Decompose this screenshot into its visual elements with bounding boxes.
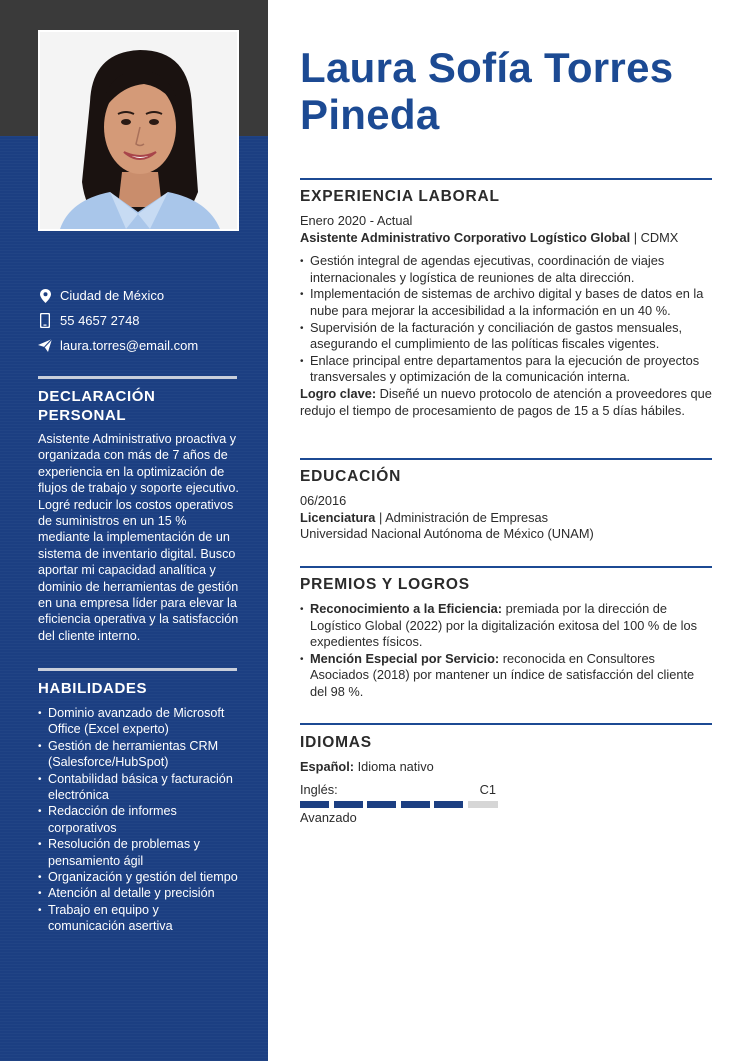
skill-item: • Organización y gestión del tiempo	[38, 869, 238, 885]
section-divider	[38, 376, 237, 379]
experience-bullet: • Enlace principal entre departamentos para la ejecución de proyectos transversales y optimización de la comunicación interna.	[300, 353, 712, 386]
level-segment-filled	[401, 801, 430, 808]
contact-info	[38, 283, 238, 358]
native-language	[300, 759, 712, 776]
personal-statement-text: Asistente Administrativo proactiva y organizada con más de 7 años de experiencia en la optimización de flujos de trabajo y soporte ejecutivo. Logré reducir los costos operativos de suministros en un 15 % mediante la implementación de un sistema de inventario digital. Busco aportar mi capacidad analítica y dominio de herramientas de gestión en una empresa líder para elevar la eficiencia operativa y la satisfacción del cliente interno.	[38, 432, 239, 643]
skill-item: • Redacción de informes corporativos	[38, 803, 238, 836]
second-language-level-text: Avanzado	[300, 810, 357, 825]
contact-phone	[38, 308, 238, 333]
second-language-level: C1	[479, 782, 496, 797]
contact-location	[38, 283, 238, 308]
second-language-label: Inglés:	[300, 782, 338, 797]
experience-role	[300, 230, 712, 247]
second-language	[300, 782, 496, 799]
native-language-value: Idioma nativo	[354, 759, 434, 774]
award-item	[300, 651, 712, 701]
section-divider	[300, 178, 712, 180]
send-icon	[38, 338, 52, 354]
education-degree-line	[300, 510, 712, 527]
skill-item: • Contabilidad básica y facturación electrónica	[38, 771, 238, 804]
education-school: Universidad Nacional Autónoma de México (UNAM)	[300, 526, 594, 542]
skills-list	[38, 705, 238, 935]
level-segment-filled	[434, 801, 463, 808]
experience-heading: EXPERIENCIA LABORAL	[300, 188, 500, 205]
skill-item: • Trabajo en equipo y comunicación asertiva	[38, 902, 238, 935]
education-degree: Licenciatura	[300, 509, 376, 525]
phone-text: 55 4657 2748	[60, 313, 140, 328]
experience-block	[300, 213, 712, 419]
skills-heading: HABILIDADES	[38, 680, 148, 697]
level-segment-filled	[300, 801, 329, 808]
contact-email	[38, 333, 238, 358]
award-text: premiada por la dirección de Logístico Global (2022) por la digitalización exitosa del 100 % de los expedientes físicos.	[310, 601, 697, 650]
education-date: 06/2016	[300, 493, 347, 508]
award-text: reconocida en Consultores Asociados (2018) por mantener un índice de satisfacción del cliente del 98 %.	[310, 650, 695, 699]
level-segment-filled	[367, 801, 396, 808]
section-divider	[38, 668, 237, 671]
key-achievement-label: Logro clave:	[300, 385, 377, 401]
experience-bullet: • Gestión integral de agendas ejecutivas, coordinación de viajes internacionales y logística de reuniones de alta dirección.	[300, 253, 712, 286]
experience-bullet: • Supervisión de la facturación y conciliación de gastos mensuales, asegurando el cumplimiento de las políticas fiscales vigentes.	[300, 320, 712, 353]
profile-photo	[38, 30, 239, 231]
experience-date: Enero 2020 - Actual	[300, 213, 413, 228]
phone-icon	[38, 313, 52, 329]
experience-bullet: • Implementación de sistemas de archivo digital y bases de datos en la nube para mejorar la accesibilidad a la información en un 40 %.	[300, 286, 712, 319]
experience-location: | CDMX	[630, 229, 679, 245]
skill-item: • Atención al detalle y precisión	[38, 885, 238, 901]
language-level-bar	[300, 801, 502, 808]
award-title: Reconocimiento a la Eficiencia:	[310, 601, 503, 616]
key-achievement	[300, 386, 712, 419]
candidate-name: Laura Sofía Torres Pineda	[300, 44, 674, 138]
key-achievement-text: Diseñé un nuevo protocolo de atención a proveedores que redujo el tiempo de procesamiento de pagos de 15 a 5 días hábiles.	[300, 385, 712, 418]
personal-statement-heading: DECLARACIÓN PERSONAL	[38, 388, 156, 424]
level-segment-filled	[334, 801, 363, 808]
native-language-label: Español:	[300, 759, 355, 774]
awards-block	[300, 601, 712, 701]
education-block	[300, 493, 712, 543]
location-pin-icon	[38, 288, 52, 304]
level-segment-empty	[468, 801, 498, 808]
experience-title: Asistente Administrativo Corporativo Logístico Global	[300, 229, 631, 245]
section-divider	[300, 566, 712, 568]
languages-heading: IDIOMAS	[300, 734, 372, 751]
section-divider	[300, 723, 712, 725]
skill-item: • Gestión de herramientas CRM (Salesforce/HubSpot)	[38, 738, 238, 771]
skill-item: • Resolución de problemas y pensamiento ágil	[38, 836, 238, 869]
awards-heading: PREMIOS Y LOGROS	[300, 576, 470, 593]
location-text: Ciudad de México	[60, 288, 165, 303]
education-heading: EDUCACIÓN	[300, 468, 402, 485]
award-item	[300, 601, 712, 651]
education-field: | Administración de Empresas	[375, 509, 548, 525]
awards-list	[300, 601, 712, 701]
section-divider	[300, 458, 712, 460]
award-title: Mención Especial por Servicio:	[310, 650, 500, 666]
sidebar	[0, 0, 268, 1061]
skill-item: • Dominio avanzado de Microsoft Office (Excel experto)	[38, 705, 238, 738]
email-text[interactable]: laura.torres@email.com	[60, 338, 199, 353]
experience-bullets	[300, 253, 712, 386]
